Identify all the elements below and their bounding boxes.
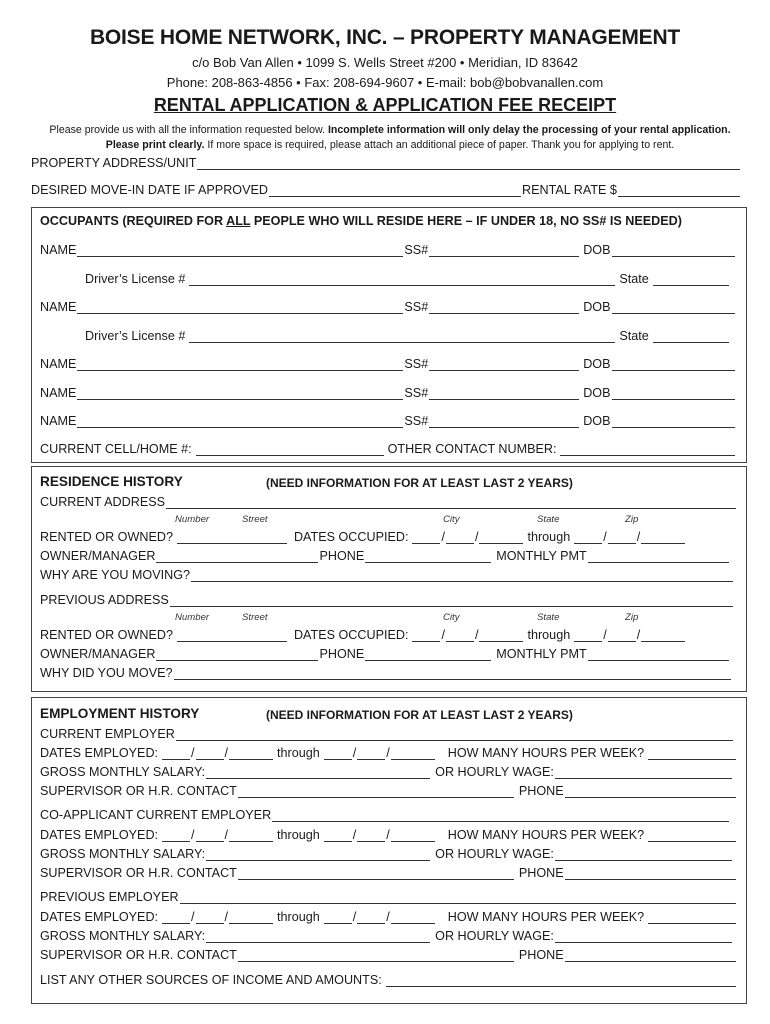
occupant-row [40, 414, 736, 428]
previous-address-label: PREVIOUS ADDRESS [40, 593, 169, 607]
phone-field[interactable] [565, 867, 736, 880]
name-field[interactable] [77, 301, 403, 314]
form-title: RENTAL APPLICATION & APPLICATION FEE RECEIPT [153, 95, 617, 115]
occupants-title-all: ALL [226, 214, 251, 228]
why-moving-label: WHY ARE YOU MOVING? [40, 568, 190, 582]
gross-salary-field[interactable] [206, 766, 430, 779]
dates-employed-label: DATES EMPLOYED: [40, 746, 159, 760]
dob-label: DOB [583, 243, 611, 257]
phone-label: PHONE [319, 549, 365, 563]
to-day-field[interactable] [357, 747, 385, 760]
dob-label: DOB [583, 300, 611, 314]
name-field[interactable] [77, 415, 403, 428]
dob-field[interactable] [612, 244, 736, 257]
to-day-field[interactable] [357, 911, 385, 924]
gross-salary-field[interactable] [206, 848, 430, 861]
name-field[interactable] [77, 358, 403, 371]
company-contact: Phone: 208-863-4856 • Fax: 208-694-9607 • E-mail: bob@bobvanallen.com [166, 75, 604, 90]
owner-manager-field[interactable] [156, 648, 318, 661]
dates-occupied-label: DATES OCCUPIED: [293, 530, 409, 544]
hourly-wage-label: OR HOURLY WAGE: [435, 847, 554, 861]
instructions-plain: Please provide us with all the information requested below. [49, 124, 328, 136]
instructions-bold: Incomplete information will only delay the processing of your rental application. Please print clearly. [105, 124, 731, 151]
employment-history-note: (NEED INFORMATION FOR AT LEAST LAST 2 YEARS) [266, 708, 573, 722]
phone-label: PHONE [518, 784, 564, 798]
phone-field[interactable] [365, 550, 491, 563]
drivers-license-row [85, 272, 730, 286]
owner-manager-label: OWNER/MANAGER [40, 549, 156, 563]
property-address-label: PROPERTY ADDRESS/UNIT [31, 156, 197, 170]
through-label: through [527, 628, 571, 642]
name-label: NAME [40, 300, 77, 314]
current-employer-label: CURRENT EMPLOYER [40, 727, 175, 741]
drivers-license-field[interactable] [189, 273, 615, 286]
to-day-field[interactable] [608, 531, 636, 544]
to-month-field[interactable] [324, 911, 352, 924]
owner-manager-row [40, 647, 730, 661]
rental-rate-field[interactable] [618, 184, 740, 197]
why-moving-row [40, 568, 734, 582]
rented-owned-label: RENTED OR OWNED? [40, 628, 173, 642]
from-month-field[interactable] [162, 911, 190, 924]
name-field[interactable] [77, 244, 403, 257]
previous-address-row [40, 593, 734, 607]
through-label: through [277, 746, 320, 760]
gross-salary-label: GROSS MONTHLY SALARY: [40, 847, 206, 861]
previous-address-field[interactable] [170, 594, 733, 607]
to-year-field[interactable] [641, 531, 685, 544]
ss-field[interactable] [429, 387, 579, 400]
form-instructions [40, 123, 740, 153]
salary-row [40, 765, 733, 779]
dob-field[interactable] [612, 358, 736, 371]
hours-per-week-field[interactable] [648, 829, 736, 842]
cell-home-field[interactable] [196, 443, 384, 456]
why-moved-label: WHY DID YOU MOVE? [40, 666, 173, 680]
supervisor-field[interactable] [238, 949, 514, 962]
hint-city: City [443, 612, 460, 623]
rented-owned-row: RENTED OR OWNED? DATES OCCUPIED: / / through / / [40, 628, 704, 642]
supervisor-label: SUPERVISOR OR H.R. CONTACT [40, 948, 237, 962]
hourly-wage-field[interactable] [555, 766, 732, 779]
property-address-row [31, 156, 741, 170]
other-income-label: LIST ANY OTHER SOURCES OF INCOME AND AMOUNTS: [40, 973, 382, 987]
to-year-field[interactable] [641, 629, 685, 642]
supervisor-row [40, 784, 737, 798]
phone-field[interactable] [565, 949, 736, 962]
owner-manager-field[interactable] [156, 550, 318, 563]
state-field[interactable] [653, 273, 729, 286]
hours-per-week-label: HOW MANY HOURS PER WEEK? [447, 828, 645, 842]
dates-employed-row: DATES EMPLOYED: / / through / / HOW MANY HOURS PER WEEK? [40, 910, 737, 924]
to-day-field[interactable] [357, 829, 385, 842]
supervisor-field[interactable] [238, 867, 514, 880]
other-contact-field[interactable] [560, 443, 735, 456]
dob-field[interactable] [612, 415, 736, 428]
hours-per-week-label: HOW MANY HOURS PER WEEK? [447, 910, 645, 924]
state-label: State [619, 329, 649, 343]
owner-manager-label: OWNER/MANAGER [40, 647, 156, 661]
hint-number: Number [175, 612, 210, 623]
from-year-field[interactable] [229, 829, 273, 842]
from-month-field[interactable] [162, 747, 190, 760]
dates-occupied-label: DATES OCCUPIED: [293, 628, 409, 642]
residence-history-title: RESIDENCE HISTORY [40, 474, 183, 489]
dob-label: DOB [583, 386, 611, 400]
drivers-license-label: Driver’s License # [85, 272, 186, 286]
other-income-row [40, 973, 737, 987]
occupant-row [40, 300, 736, 314]
dates-employed-row: DATES EMPLOYED: / / through / / HOW MANY HOURS PER WEEK? [40, 828, 737, 842]
hint-number: Number [175, 514, 210, 525]
ss-label: SS# [404, 300, 429, 314]
from-year-field[interactable] [479, 531, 523, 544]
hint-zip: Zip [625, 514, 639, 525]
from-day-field[interactable] [196, 911, 224, 924]
from-year-field[interactable] [229, 747, 273, 760]
from-day-field[interactable] [196, 829, 224, 842]
hint-state: State [537, 612, 560, 623]
state-label: State [619, 272, 649, 286]
residence-history-note: (NEED INFORMATION FOR AT LEAST LAST 2 YEARS) [266, 476, 573, 490]
state-field[interactable] [653, 330, 729, 343]
from-month-field[interactable] [412, 629, 440, 642]
rented-owned-field[interactable] [177, 531, 287, 544]
why-moved-field[interactable] [174, 667, 732, 680]
current-address-label: CURRENT ADDRESS [40, 495, 166, 509]
monthly-pmt-field[interactable] [588, 550, 729, 563]
gross-salary-field[interactable] [206, 930, 430, 943]
hours-per-week-field[interactable] [648, 747, 736, 760]
ss-field[interactable] [429, 415, 579, 428]
to-month-field[interactable] [574, 531, 602, 544]
from-year-field[interactable] [479, 629, 523, 642]
name-label: NAME [40, 386, 77, 400]
gross-salary-label: GROSS MONTHLY SALARY: [40, 765, 206, 779]
hint-street: Street [242, 612, 268, 623]
ss-label: SS# [404, 414, 429, 428]
cell-home-label: CURRENT CELL/HOME #: [40, 442, 192, 456]
company-title: BOISE HOME NETWORK, INC. – PROPERTY MANAGEMENT [89, 26, 681, 49]
to-year-field[interactable] [391, 829, 435, 842]
other-income-field[interactable] [386, 974, 736, 987]
instructions-tail: If more space is required, please attach an additional piece of paper. Thank you for applying to rent. [204, 139, 675, 151]
move-in-date-field[interactable] [269, 184, 521, 197]
to-year-field[interactable] [391, 911, 435, 924]
dob-field[interactable] [612, 301, 736, 314]
coapplicant-employer-row [40, 808, 730, 822]
previous-employer-row [40, 890, 737, 904]
move-in-row [31, 183, 741, 197]
hint-state: State [537, 514, 560, 525]
owner-manager-row [40, 549, 730, 563]
dates-employed-label: DATES EMPLOYED: [40, 828, 159, 842]
occupant-row [40, 386, 736, 400]
previous-employer-field[interactable] [180, 891, 736, 904]
phone-label: PHONE [518, 948, 564, 962]
to-year-field[interactable] [391, 747, 435, 760]
occupant-row [40, 357, 736, 371]
name-field[interactable] [77, 387, 403, 400]
phone-field[interactable] [365, 648, 491, 661]
property-address-field[interactable] [197, 157, 740, 170]
ss-field[interactable] [429, 244, 579, 257]
why-moving-field[interactable] [191, 569, 733, 582]
supervisor-row [40, 948, 737, 962]
ss-label: SS# [404, 243, 429, 257]
to-month-field[interactable] [324, 829, 352, 842]
to-month-field[interactable] [574, 629, 602, 642]
dob-field[interactable] [612, 387, 736, 400]
previous-employer-label: PREVIOUS EMPLOYER [40, 890, 179, 904]
hint-zip: Zip [625, 612, 639, 623]
to-month-field[interactable] [324, 747, 352, 760]
drivers-license-row [85, 329, 730, 343]
ss-field[interactable] [429, 358, 579, 371]
from-year-field[interactable] [229, 911, 273, 924]
monthly-pmt-field[interactable] [588, 648, 729, 661]
rented-owned-row: RENTED OR OWNED? DATES OCCUPIED: / / through / / [40, 530, 704, 544]
coapplicant-employer-label: CO-APPLICANT CURRENT EMPLOYER [40, 808, 272, 822]
employment-history-title: EMPLOYMENT HISTORY [40, 706, 200, 721]
rental-rate-label: RENTAL RATE $ [522, 183, 617, 197]
occupants-title-b: PEOPLE WHO WILL RESIDE HERE – IF UNDER 18, NO SS# IS NEEDED) [250, 214, 682, 228]
through-label: through [277, 828, 320, 842]
occupant-row [40, 243, 736, 257]
current-address-field[interactable] [166, 496, 736, 509]
company-address: c/o Bob Van Allen • 1099 S. Wells Street #200 • Meridian, ID 83642 [192, 55, 578, 70]
from-day-field[interactable] [196, 747, 224, 760]
dates-employed-row: DATES EMPLOYED: / / through / / HOW MANY HOURS PER WEEK? [40, 746, 737, 760]
hint-city: City [443, 514, 460, 525]
monthly-pmt-label: MONTHLY PMT [496, 647, 587, 661]
from-month-field[interactable] [162, 829, 190, 842]
why-moved-row [40, 666, 732, 680]
current-employer-field[interactable] [176, 728, 733, 741]
gross-salary-label: GROSS MONTHLY SALARY: [40, 929, 206, 943]
coapplicant-employer-field[interactable] [272, 809, 729, 822]
ss-field[interactable] [429, 301, 579, 314]
rented-owned-field[interactable] [177, 629, 287, 642]
occupants-title [40, 214, 682, 228]
current-employer-row [40, 727, 734, 741]
ss-label: SS# [404, 386, 429, 400]
move-in-label: DESIRED MOVE-IN DATE IF APPROVED [31, 183, 268, 197]
supervisor-field[interactable] [238, 785, 514, 798]
dob-label: DOB [583, 414, 611, 428]
drivers-license-field[interactable] [189, 330, 615, 343]
phone-label: PHONE [319, 647, 365, 661]
from-day-field[interactable] [446, 629, 474, 642]
supervisor-row [40, 866, 737, 880]
current-address-row [40, 495, 737, 509]
through-label: through [527, 530, 571, 544]
drivers-license-label: Driver’s License # [85, 329, 186, 343]
dob-label: DOB [583, 357, 611, 371]
dates-employed-label: DATES EMPLOYED: [40, 910, 159, 924]
supervisor-label: SUPERVISOR OR H.R. CONTACT [40, 866, 237, 880]
name-label: NAME [40, 414, 77, 428]
contact-numbers-row [40, 442, 736, 456]
hours-per-week-field[interactable] [648, 911, 736, 924]
phone-field[interactable] [565, 785, 736, 798]
phone-label: PHONE [518, 866, 564, 880]
hourly-wage-field[interactable] [555, 930, 732, 943]
salary-row [40, 929, 733, 943]
occupants-title-a: OCCUPANTS (REQUIRED FOR [40, 214, 227, 228]
name-label: NAME [40, 243, 77, 257]
rented-owned-label: RENTED OR OWNED? [40, 530, 173, 544]
to-day-field[interactable] [608, 629, 636, 642]
from-month-field[interactable] [412, 531, 440, 544]
name-label: NAME [40, 357, 77, 371]
hourly-wage-label: OR HOURLY WAGE: [435, 765, 554, 779]
hourly-wage-label: OR HOURLY WAGE: [435, 929, 554, 943]
monthly-pmt-label: MONTHLY PMT [496, 549, 587, 563]
ss-label: SS# [404, 357, 429, 371]
salary-row [40, 847, 733, 861]
other-contact-label: OTHER CONTACT NUMBER: [387, 442, 557, 456]
hourly-wage-field[interactable] [555, 848, 732, 861]
supervisor-label: SUPERVISOR OR H.R. CONTACT [40, 784, 237, 798]
from-day-field[interactable] [446, 531, 474, 544]
through-label: through [277, 910, 320, 924]
hint-street: Street [242, 514, 268, 525]
hours-per-week-label: HOW MANY HOURS PER WEEK? [447, 746, 645, 760]
